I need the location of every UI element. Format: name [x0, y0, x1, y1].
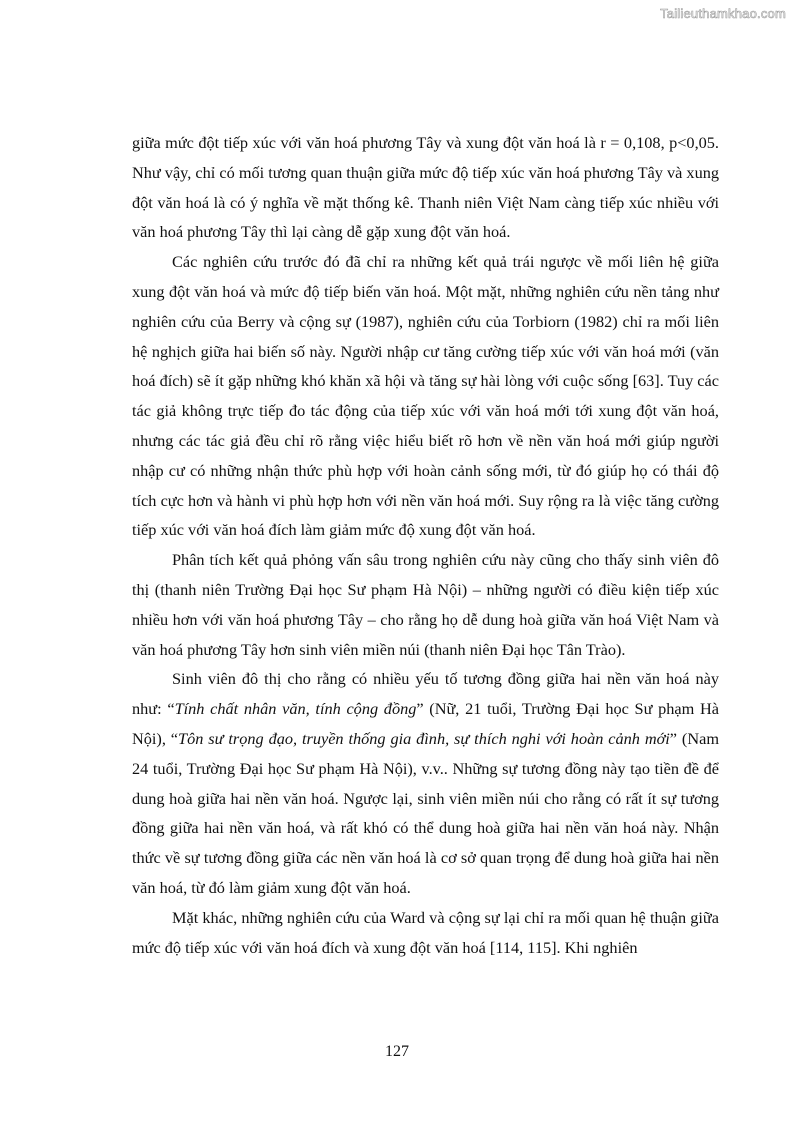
paragraph-4-text-a: Sinh viên đô thị cho rằng có nhiều yếu tố tương đồng giữa hai nền văn hoá này như: “ — [132, 669, 719, 719]
quote-2: Tôn sư trọng đạo, truyền thống gia đình, sự thích nghi với hoàn cảnh mới — [178, 728, 670, 748]
watermark: Tailieuthamkhao.com — [660, 6, 786, 21]
paragraph-4 — [132, 664, 719, 902]
paragraph-2: Các nghiên cứu trước đó đã chỉ ra những kết quả trái ngược về mối liên hệ giữa xung đột văn hoá và mức độ tiếp biến văn hoá. Một mặt, những nghiên cứu nền tảng như nghiên cứu của Berry và cộng sự (1987), nghiên cứu của Torbiorn (1982) chỉ ra mối liên hệ nghịch giữa hai biến số này. Người nhập cư tăng cường tiếp xúc với văn hoá mới (văn hoá đích) sẽ ít gặp những khó khăn xã hội và tăng sự hài lòng với cuộc sống [63]. Tuy các tác giả không trực tiếp đo tác động của tiếp xúc với văn hoá mới tới xung đột văn hoá, nhưng các tác giả đều chỉ rõ rằng việc hiểu biết rõ hơn về nền văn hoá mới giúp người nhập cư có những nhận thức phù hợp với hoàn cảnh sống mới, từ đó giúp họ có thái độ tích cực hơn và hành vi phù hợp hơn với nền văn hoá mới. Suy rộng ra là việc tăng cường tiếp xúc với văn hoá đích làm giảm mức độ xung đột văn hoá. — [132, 252, 719, 540]
paragraph-1: giữa mức đột tiếp xúc với văn hoá phương Tây và xung đột văn hoá là r = 0,108, p<0,05. Như vậy, chỉ có mối tương quan thuận giữa mức độ tiếp xúc văn hoá phương Tây và xung đột văn hoá là có ý nghĩa về mặt thống kê. Thanh niên Việt Nam càng tiếp xúc nhiều với văn hoá phương Tây thì lại càng dễ gặp xung đột văn hoá. — [132, 133, 719, 242]
paragraph-4-text-b: ” (Nữ, 21 tuổi, Trường Đại học Sư phạm Hà Nội), “ — [132, 699, 719, 748]
quote-1: Tính chất nhân văn, tính cộng đồng — [174, 699, 417, 719]
paragraph-3: Phân tích kết quả phỏng vấn sâu trong nghiên cứu này cũng cho thấy sinh viên đô thị (thanh niên Trường Đại học Sư phạm Hà Nội) – những người có điều kiện tiếp xúc nhiều hơn với văn hoá phương Tây – cho rằng họ dễ dung hoà giữa văn hoá Việt Nam và văn hoá phương Tây hơn sinh viên miền núi (thanh niên Đại học Tân Trào). — [132, 550, 719, 659]
paragraph-4-text-c: ” (Nam 24 tuổi, Trường Đại học Sư phạm Hà Nội), v.v.. Những sự tương đồng này tạo tiền đề để dung hoà giữa hai nền văn hoá. Ngược lại, sinh viên miền núi cho rằng có rất ít sự tương đồng giữa hai nền văn hoá, và rất khó có thể dung hoà giữa hai nền văn hoá này. Nhận thức về sự tương đồng giữa các nền văn hoá là cơ sở quan trọng để dung hoà giữa hai nền văn hoá, từ đó làm giảm xung đột văn hoá. — [132, 728, 719, 897]
body-text — [132, 128, 719, 962]
paragraph-5: Mặt khác, những nghiên cứu của Ward và cộng sự lại chỉ ra mối quan hệ thuận giữa mức độ tiếp xúc với văn hoá đích và xung đột văn hoá [114, 115]. Khi nghiên — [132, 907, 719, 957]
page-number: 127 — [385, 1043, 409, 1060]
